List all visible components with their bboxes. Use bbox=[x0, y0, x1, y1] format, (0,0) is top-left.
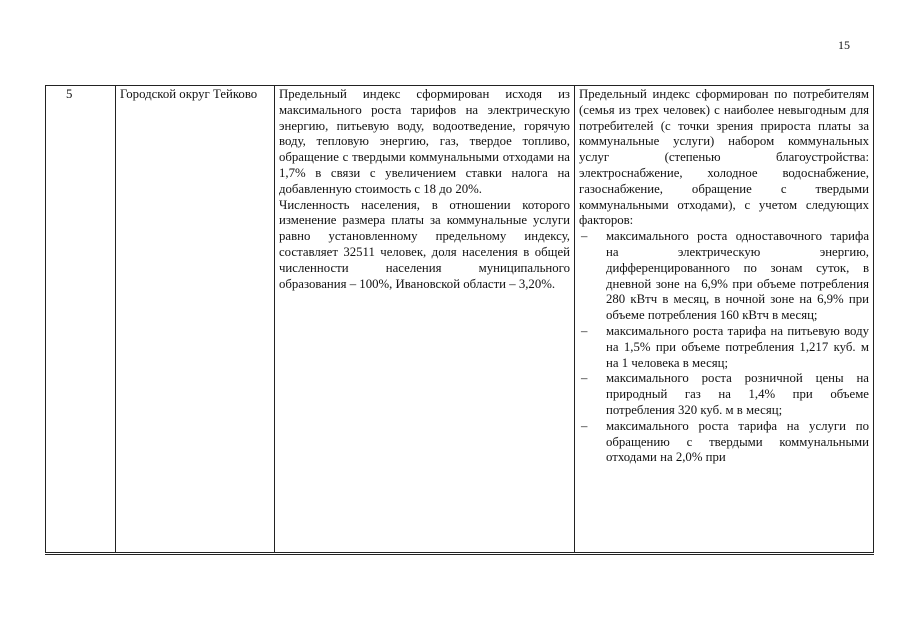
table-row bbox=[46, 86, 874, 554]
population-paragraph: Численность населения, в отношении которого изменение размера платы за коммунальные услуги равно установленному предельному индексу, составляет 32511 человек, доля населения в общей численности населения муниципального образования – 100%, Ивановской области – 3,20%. bbox=[279, 197, 570, 291]
municipality-name: Городской округ Тейково bbox=[116, 86, 275, 554]
list-item: – максимального роста тарифа на услуги по обращению с твердыми коммунальными отходами на 2,0% при bbox=[579, 419, 869, 466]
page-number: 15 bbox=[838, 38, 850, 52]
consumer-factors-cell bbox=[575, 86, 874, 554]
index-justification-cell bbox=[275, 86, 575, 554]
municipality-table bbox=[45, 85, 874, 555]
index-basis-paragraph: Предельный индекс сформирован исходя из максимального роста тарифов на электрическую энергию, питьевую воду, водоотведение, горячую воду, тепловую энергию, газ, твердое топливо, обращение с твердыми коммунальными отходами на 1,7% в связи с увеличением ставки налога на добавленную стоимость с 18 до 20%. bbox=[279, 87, 570, 196]
list-item: – максимального роста розничной цены на природный газ на 1,4% при объеме потребления 320 куб. м в месяц; bbox=[579, 371, 869, 418]
list-item: – максимального роста одноставочного тарифа на электрическую энергию, дифференцированного по зонам суток, в дневной зоне на 6,9% при объеме потребления 280 кВтч в месяц, в ночной зоне на 6,9% при объеме потребления 160 кВтч в месяц; bbox=[579, 229, 869, 324]
row-number: 5 bbox=[46, 86, 116, 554]
factors-intro: Предельный индекс сформирован по потребителям (семья из трех человек) с наиболее невыгодным для потребителей (с точки зрения прироста платы за коммунальные услуги) набором коммунальных услуг (степенью благоустройства: электроснабжение, холодное водоснабжение, газоснабжение, обращение с твердыми коммунальными отходами), с учетом следующих факторов: bbox=[579, 87, 869, 228]
list-item: – максимального роста тарифа на питьевую воду на 1,5% при объеме потребления 1,217 куб. м на 1 человека в месяц; bbox=[579, 324, 869, 371]
factors-list bbox=[579, 229, 869, 466]
